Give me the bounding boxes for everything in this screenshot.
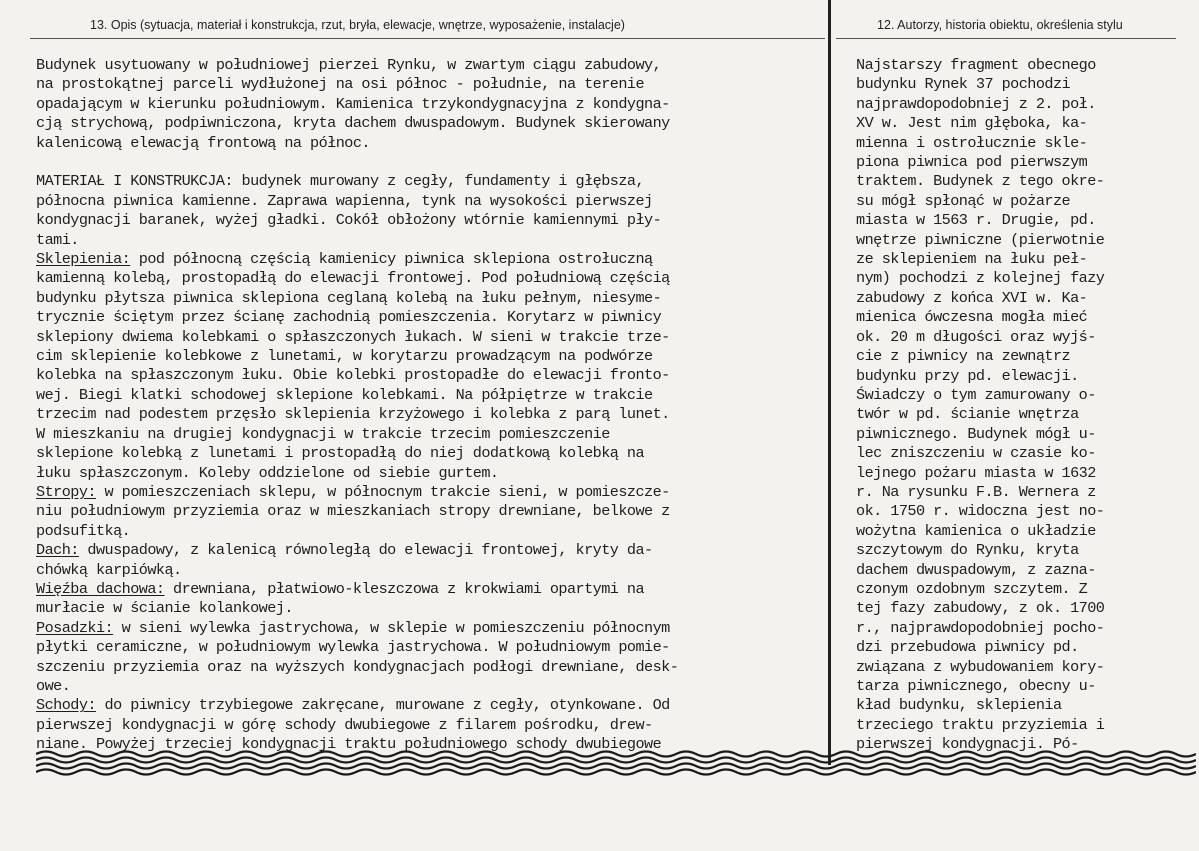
text-line: tami. xyxy=(36,230,79,249)
text-line xyxy=(36,541,826,560)
text-line: szczytowym do Rynku, kryta xyxy=(856,541,1079,560)
text-line: kondygnacji baranek, wyżej gładki. Cokół obłożony wtórnie kamiennymi pły- xyxy=(36,211,662,230)
text-line: r., najprawdopodobniej pocho- xyxy=(856,618,1105,637)
text-line: mienica ówczesna mogła mieć xyxy=(856,308,1088,327)
text-line xyxy=(36,250,826,269)
text-line xyxy=(36,696,826,715)
text-line: ok. 1750 r. widoczna jest no- xyxy=(856,502,1105,521)
column-divider xyxy=(828,0,831,765)
text-line: traktem. Budynek z tego okre- xyxy=(856,172,1105,191)
text-line: murłacie w ścianie kolankowej. xyxy=(36,599,293,618)
text-line: chówką karpiówką. xyxy=(36,560,182,579)
text-line: cim sklepienie kolebkowe z lunetami, w korytarzu prowadzącym na podwórze xyxy=(36,347,653,366)
left-column-header: 13. Opis (sytuacja, materiał i konstrukcja, rzut, bryła, elewacje, wnętrze, wyposażenie, instalacje) xyxy=(90,18,625,32)
section-text: dwuspadowy, z kalenicą równoległą do elewacji frontowej, kryty da- xyxy=(78,541,653,560)
text-line: mienna i ostrołucznie skle- xyxy=(856,133,1088,152)
history-column xyxy=(856,56,1176,755)
text-line: związana z wybudowaniem kory- xyxy=(856,657,1105,676)
text-line: sklepione kolebką z lunetami i prostopadłą do niej dodatkową kolebką na xyxy=(36,444,645,463)
text-line: twór w pd. ścianie wnętrza xyxy=(856,405,1079,424)
text-line: ok. 20 m długości oraz wyjś- xyxy=(856,327,1096,346)
text-line: kamienną kolebą, prostopadłą do elewacji frontowej. Pod południową częścią xyxy=(36,269,670,288)
section-text: w sieni wylewka jastrychowa, w sklepie w pomieszczeniu północnym xyxy=(113,618,670,637)
text-line: miasta w 1563 r. Drugie, pd. xyxy=(856,211,1096,230)
text-line: tarza piwnicznego, obecny u- xyxy=(856,677,1096,695)
section-text: drewniana, płatwiowo-kleszczowa z krokwiami opartymi na xyxy=(164,579,645,598)
text-line: owe. xyxy=(36,676,71,695)
text-line: dachem dwuspadowym, z zazna- xyxy=(856,560,1096,579)
text-line: Budynek usytuowany w południowej pierzei Rynku, w zwartym ciągu zabudowy, xyxy=(36,56,662,74)
text-line: Świadczy o tym zamurowany o- xyxy=(856,385,1096,404)
text-line: su mógł spłonąć w pożarze xyxy=(856,191,1071,210)
text-line: r. Na rysunku F.B. Wernera z xyxy=(856,482,1096,501)
text-line: budynku płytsza piwnica sklepiona ceglaną kolebą na łuku pełnym, niesyme- xyxy=(36,288,662,307)
wavy-fold-band xyxy=(36,748,1196,776)
text-line: niane. Powyżej trzeciej kondygnacji traktu południowego schody dwubiegowe xyxy=(36,735,662,754)
text-line: XV w. Jest nim głęboka, ka- xyxy=(856,114,1088,133)
text-line: trycznie ściętym przez ścianę zachodnią pomieszczenia. Korytarz w piwnicy xyxy=(36,308,662,327)
text-line: trzecim nad podestem przęsło sklepienia krzyżowego i kolebka z parą lunet. xyxy=(36,405,670,424)
text-line: kalenicową elewacją frontową na północ. xyxy=(36,133,370,152)
text-line: W mieszkaniu na drugiej kondygnacji w trakcie trzecim pomieszczenie xyxy=(36,424,610,443)
text-line: lejnego pożaru miasta w 1632 xyxy=(856,463,1096,482)
material-paragraph xyxy=(36,172,826,250)
text-line: wej. Biegi klatki schodowej sklepione kolebkami. Na półpiętrze w trakcie xyxy=(36,385,653,404)
section-label-dach: Dach: xyxy=(36,541,79,560)
text-line: budynku Rynek 37 pochodzi xyxy=(856,75,1071,94)
section-label-sklepienia: Sklepienia: xyxy=(36,250,131,269)
text-line: wożytna kamienica o układzie xyxy=(856,521,1096,540)
right-header-rule xyxy=(836,38,1176,39)
text-line: wnętrze piwniczne (pierwotnie xyxy=(856,230,1105,249)
text-line: budynku przy pd. elewacji. xyxy=(856,366,1079,385)
text-line: zabudowy z końca XVI w. Ka- xyxy=(856,288,1088,307)
sklepienia-section xyxy=(36,250,826,483)
section-text: do piwnicy trzybiegowe zakręcane, murowane z cegły, otynkowane. Od xyxy=(95,696,670,715)
text-line: pierwszej kondygnacji w górę schody dwubiegowe z filarem pośrodku, drew- xyxy=(36,715,653,734)
schody-section xyxy=(36,696,826,754)
section-text: w pomieszczeniach sklepu, w północnym trakcie sieni, w pomieszcze- xyxy=(95,482,670,501)
posadzki-section xyxy=(36,619,826,697)
text-line: nym) pochodzi z kolejnej fazy xyxy=(856,269,1105,288)
text-line: opadającym w kierunku południowym. Kamienica trzykondygnacyjna z kondygna- xyxy=(36,94,670,113)
wiezba-section xyxy=(36,580,826,619)
text-line: kład budynku, sklepienia xyxy=(856,696,1062,715)
text-line: najprawdopodobniej z 2. poł. xyxy=(856,94,1096,113)
text-line: na prostokątnej parceli wydłużonej na osi północ - południe, na terenie xyxy=(36,75,645,94)
wavy-lines-graphic xyxy=(36,748,1196,776)
text-line: płytki ceramiczne, w południowym wylewka jastrychowa. W południowym pomie- xyxy=(36,638,670,657)
text-line xyxy=(36,483,826,502)
dach-section xyxy=(36,541,826,580)
text-line: łuku spłaszczonym. Koleby oddzielone od siebie gurtem. xyxy=(36,463,499,482)
section-label-stropy: Stropy: xyxy=(36,482,96,501)
right-column-header: 12. Autorzy, historia obiektu, określenia stylu xyxy=(877,18,1123,32)
text-line: północna piwnica kamienne. Zaprawa wapienna, tynk na wysokości pierwszej xyxy=(36,191,653,210)
text-line: ze sklepieniem na łuku peł- xyxy=(856,250,1088,269)
text-line: cją strychową, podpiwniczona, kryta dachem dwuspadowym. Budynek skierowany xyxy=(36,114,670,133)
text-line: piona piwnica pod pierwszym xyxy=(856,153,1088,172)
text-line: czonym ozdobnym szczytem. Z xyxy=(856,579,1088,598)
text-line: kolebka na spłaszczonym łuku. Obie kolebki prostopadłe do elewacji fronto- xyxy=(36,366,670,385)
left-header-rule xyxy=(30,38,825,39)
text-line: niu południowym przyziemia oraz w mieszkaniach stropy drewniane, belkowe z xyxy=(36,502,670,521)
text-line: sklepiony dwiema kolebkami o spłaszczonych łukach. W sieni w trakcie trze- xyxy=(36,327,670,346)
text-line: pierwszej kondygnacji. Pó- xyxy=(856,735,1079,754)
stropy-section xyxy=(36,483,826,541)
section-label-schody: Schody: xyxy=(36,696,96,715)
paragraph-gap xyxy=(36,153,826,172)
text-line: cie z piwnicy na zewnątrz xyxy=(856,347,1071,366)
text-line: dzi przebudowa piwnicy pd. xyxy=(856,638,1079,657)
text-line: piwnicznego. Budynek mógł u- xyxy=(856,424,1096,443)
description-column xyxy=(36,56,826,755)
intro-paragraph xyxy=(36,56,826,153)
text-line: trzeciego traktu przyziemia i xyxy=(856,715,1105,734)
text-line: MATERIAŁ I KONSTRUKCJA: budynek murowany z cegły, fundamenty i głębsza, xyxy=(36,172,645,191)
text-line: lec zniszczeniu w czasie ko- xyxy=(856,444,1096,463)
text-line xyxy=(36,619,826,638)
text-line: Najstarszy fragment obecnego xyxy=(856,56,1096,74)
text-line: tej fazy zabudowy, z ok. 1700 xyxy=(856,599,1105,618)
section-text: pod północną częścią kamienicy piwnica sklepiona ostrołuczną xyxy=(130,250,653,269)
section-label-posadzki: Posadzki: xyxy=(36,618,114,637)
text-line: podsufitką. xyxy=(36,521,131,540)
text-line xyxy=(36,580,826,599)
text-line: szczeniu przyziemia oraz na wyższych kondygnacjach podłogi drewniane, desk- xyxy=(36,657,679,676)
section-label-wiezba: Więźba dachowa: xyxy=(36,579,165,598)
